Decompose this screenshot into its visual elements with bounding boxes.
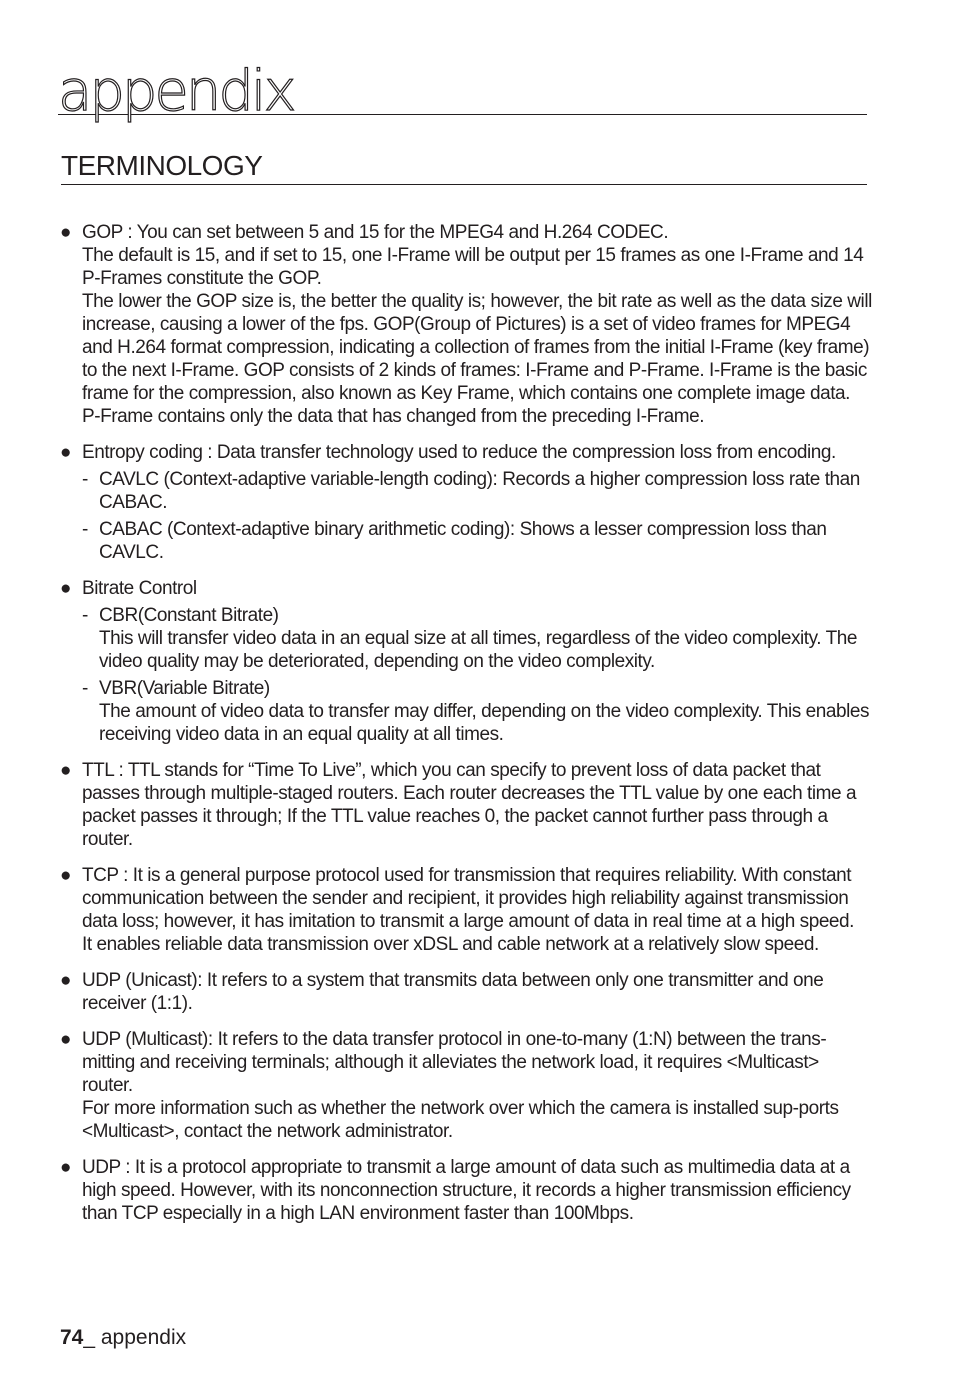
page-number: 74	[60, 1326, 84, 1349]
term-bitrate-control	[60, 577, 872, 746]
term-tcp	[60, 864, 872, 956]
sub-text: CABAC (Context-adaptive binary arithmetic coding): Shows a lesser compression loss than CAVLC.	[99, 519, 827, 563]
sub-item	[82, 604, 872, 673]
bullet-icon: ●	[60, 578, 72, 599]
term-text: UDP (Multicast): It refers to the data transfer protocol in one-to-many (1:N) between the trans-mitting and receiving terminals; although it alleviates the network load, it requires <Multicast> router.	[82, 1029, 827, 1096]
chapter-header	[58, 58, 867, 124]
sub-item	[82, 468, 872, 514]
term-text: TTL : TTL stands for “Time To Live”, which you can specify to prevent loss of data packet that passes through multiple-staged routers. Each router decreases the TTL value by one each time a packet passes it through; If the TTL value reaches 0, the packet cannot further pass through a router.	[82, 760, 857, 850]
footer-label: _ appendix	[83, 1326, 187, 1349]
dash-icon: -	[82, 469, 88, 490]
bullet-icon: ●	[60, 1157, 72, 1178]
term-udp-unicast	[60, 969, 872, 1015]
sub-item	[82, 677, 872, 746]
sub-text: VBR(Variable Bitrate) The amount of video data to transfer may differ, depending on the video complexity. This enables receiving video data in an equal quality at all times.	[99, 678, 870, 745]
section-title: TERMINOLOGY	[61, 150, 263, 181]
term-text: For more information such as whether the network over which the camera is installed sup-ports <Multicast>, contact the network administrator.	[82, 1098, 839, 1142]
term-udp-multicast	[60, 1028, 872, 1143]
term-text: Bitrate Control	[82, 578, 197, 599]
bullet-icon: ●	[60, 970, 72, 991]
term-text: The default is 15, and if set to 15, one I-Frame will be output per 15 frames as one I-Frame and 14 P-Frames constitute the GOP.	[82, 245, 864, 289]
term-gop	[60, 221, 872, 428]
bullet-icon: ●	[60, 760, 72, 781]
sub-text: CAVLC (Context-adaptive variable-length coding): Records a higher compression loss rate than CABAC.	[99, 469, 860, 513]
term-text: UDP (Unicast): It refers to a system that transmits data between only one transmitter and one receiver (1:1).	[82, 970, 824, 1014]
term-udp	[60, 1156, 872, 1225]
term-text: GOP : You can set between 5 and 15 for the MPEG4 and H.264 CODEC.	[82, 222, 669, 243]
page-footer	[60, 1325, 186, 1351]
term-text: Entropy coding : Data transfer technology used to reduce the compression loss from encoding.	[82, 442, 836, 463]
bullet-icon: ●	[60, 222, 72, 243]
term-text: TCP : It is a general purpose protocol used for transmission that requires reliability. With constant communication between the sender and recipient, it provides high reliability against transmission data loss; however, it has imitation to transmit a large amount of data in real time at a high speed.	[82, 865, 854, 932]
terminology-list	[60, 221, 872, 1238]
section-header	[61, 150, 867, 185]
dash-icon: -	[82, 519, 88, 540]
bullet-icon: ●	[60, 1029, 72, 1050]
bullet-icon: ●	[60, 442, 72, 463]
term-ttl	[60, 759, 872, 851]
term-text: The lower the GOP size is, the better the quality is; however, the bit rate as well as the data size will increase, causing a lower of the fps. GOP(Group of Pictures) is a set of video frames for MPEG4 and H.264 format compression, indicating a collection of frames from the initial I-Frame (key frame) to the next I-Frame. GOP consists of 2 kinds of frames: I-Frame and P-Frame. I-Frame is the basic frame for the compression, also known as Key Frame, which contains one complete image data. P-Frame contains only the data that has changed from the preceding I-Frame.	[82, 291, 872, 427]
term-text: UDP : It is a protocol appropriate to transmit a large amount of data such as multimedia data at a high speed. However, with its nonconnection structure, it records a higher transmission efficiency than TCP especially in a high LAN environment faster than 100Mbps.	[82, 1157, 851, 1224]
sub-text: CBR(Constant Bitrate) This will transfer video data in an equal size at all times, regardless of the video complexity. The video quality may be deteriorated, depending on the video complexity.	[99, 605, 857, 672]
dash-icon: -	[82, 678, 88, 699]
term-text: It enables reliable data transmission over xDSL and cable network at a relatively slow speed.	[82, 934, 819, 955]
dash-icon: -	[82, 605, 88, 626]
chapter-title: appendix	[58, 59, 294, 124]
term-entropy-coding	[60, 441, 872, 564]
bullet-icon: ●	[60, 865, 72, 886]
sub-item	[82, 518, 872, 564]
